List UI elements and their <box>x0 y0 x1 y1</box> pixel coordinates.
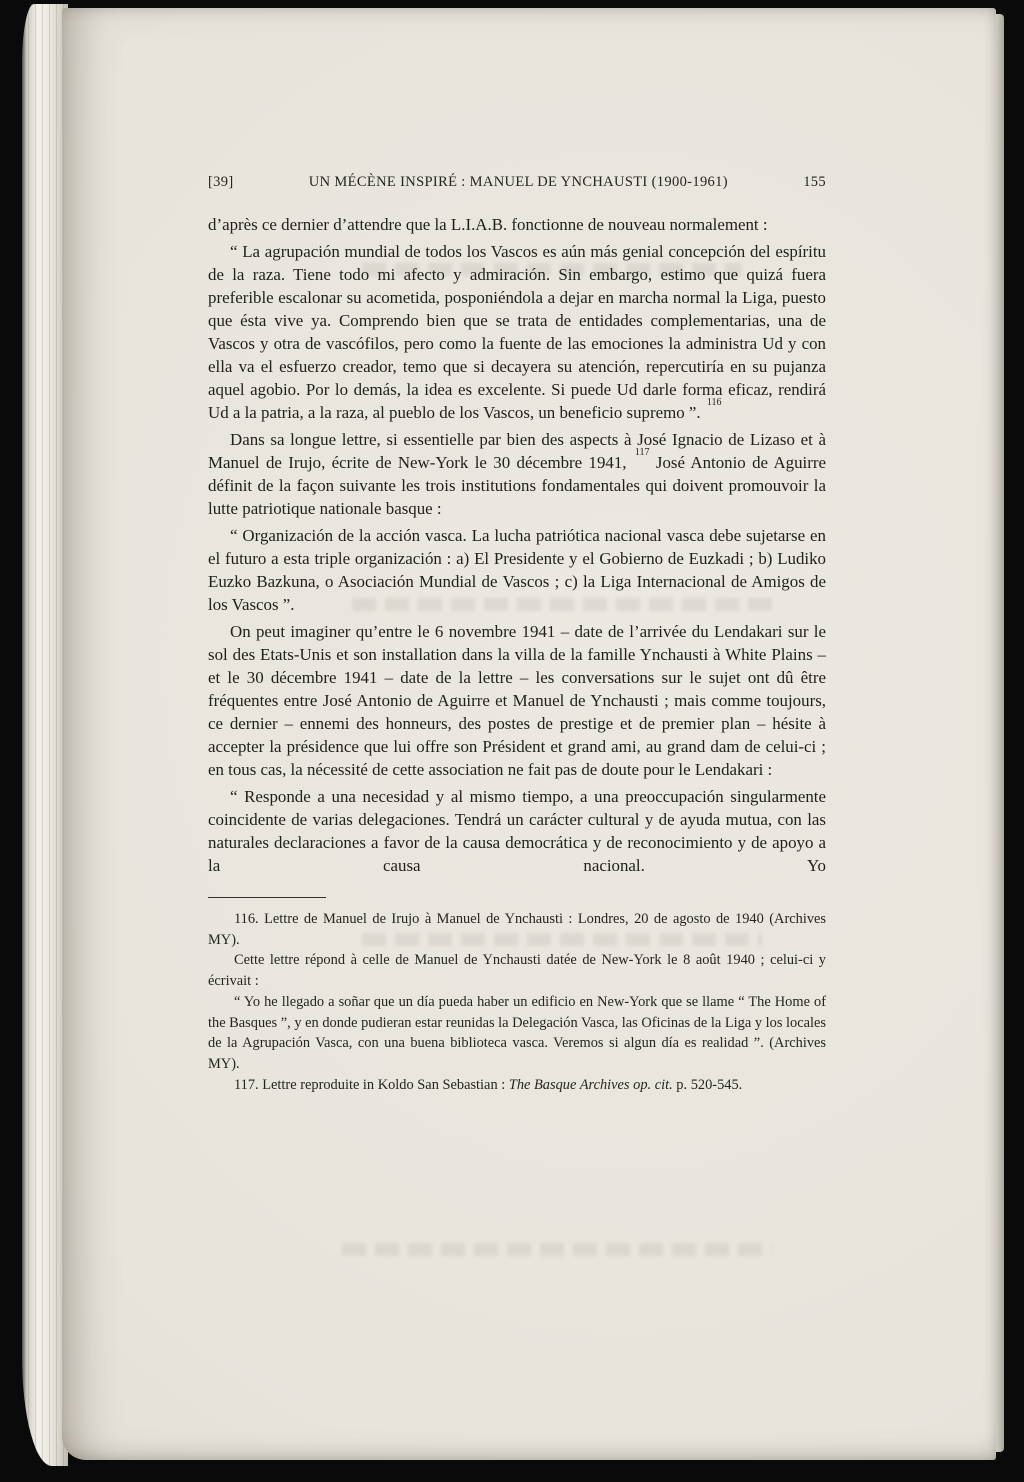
paragraph-dans-sa-longue-lettre <box>208 428 826 520</box>
footnote-117-italic-title: The Basque Archives op. cit. <box>508 1076 673 1093</box>
paragraph-text: “ Organización de la acción vasca. La lucha patriótica nacional vasca debe sujetarse en el futuro a esta triple organización : a) El Presidente y el Gobierno de Euzkadi ; b) Ludiko Euzko Bazkuna, o Asociación Mundial de Vascos ; c) la Liga Internacional de Amigos de los Vascos ”. <box>208 526 826 614</box>
page-header <box>208 174 826 191</box>
article-bracket-number: [39] <box>208 174 234 190</box>
quote-paragraph-organizacion <box>208 524 826 616</box>
paragraph-text: José Antonio de Aguirre définit de la façon suivante les trois institutions fondamentales qui doivent promouvoir la lutte patriotique nationale basque : <box>208 453 826 518</box>
footnote-marker-116: 116 <box>706 397 722 409</box>
footnote-marker-117: 117 <box>634 447 650 459</box>
footnote-text: p. 520-545. <box>672 1076 743 1093</box>
footnote-117 <box>208 1075 826 1096</box>
footnotes-section <box>208 897 826 1095</box>
paragraph-continuation <box>208 213 826 236</box>
paragraph-text: “ Responde a una necesidad y al mismo tiempo, a una preoccupación singularmente coincidente de varias delegaciones. Tendrá un carácter cultural y de ayuda mutua, con las naturales declaraciones a favor de la causa democrática y de reconocimiento y de apoyo a la causa nacional. Yo <box>208 787 826 875</box>
paragraph-text: “ La agrupación mundial de todos los Vascos es aún más genial concepción del espíritu de la raza. Tiene todo mi afecto y admiración. Sin embargo, estimo que quizá fuera preferible escalonar su acometida, posponiéndola a dejar en marcha normal la Liga, puesto que ésta vive ya. Comprendo bien que se trata de entidades complementarias, una de Vascos y otra de vascófilos, pero como la fuente de las emociones la administra Ud y con ella va el esfuerzo creador, temo que si decayera su atención, repercutiría en su pujanza aquel agobio. Por lo demás, la idea es excelente. Si puede Ud darle forma eficaz, rendirá Ud a la patria, a la raza, al pueblo de los Vascos, un beneficio supremo ”. <box>208 242 826 422</box>
quote-paragraph-agrupacion <box>208 240 826 424</box>
quote-paragraph-responde <box>208 785 826 877</box>
paragraph-text: On peut imaginer qu’entre le 6 novembre 1941 – date de l’arrivée du Lendakari sur le sol des Etats-Unis et son installation dans la villa de la famille Ynchausti à White Plains – et le 30 décembre 1941 – date de la lettre – les conversations sur le sujet ont dû être fréquentes entre José Antonio de Aguirre et Manuel de Ynchausti ; mais comme toujours, ce dernier – ennemi des honneurs, des postes de prestige et de premier plan – hésite à accepter la présidence que lui offre son Président et grand ami, au grand dam de celui-ci ; en tous cas, la nécessité de cette association ne fait pas de doute pour le Lendakari : <box>208 622 826 779</box>
running-title: UN MÉCÈNE INSPIRÉ : MANUEL DE YNCHAUSTI (1900-1961) <box>308 174 728 190</box>
page-number: 155 <box>803 174 826 190</box>
footnote-116-reply-intro: Cette lettre répond à celle de Manuel de Ynchausti datée de New-York le 8 août 1940 ; celui-ci y écrivait : <box>208 952 826 990</box>
paragraph-text: d’après ce dernier d’attendre que la L.I.A.B. fonctionne de nouveau normalement : <box>208 215 768 234</box>
page-content <box>208 174 826 1095</box>
book-page <box>62 8 996 1460</box>
footnote-116-quote: “ Yo he llegado a soñar que un día pueda haber un edificio en New-York que se llame “ The Home of the Basques ”, y en donde pudieran estar reunidas la Delegación Vasca, las Oficinas de la Liga y los locales de la Agrupación Vasca, con una buena biblioteca vasca. Veremos si algun día es realidad ”. (Archives MY). <box>208 993 826 1072</box>
footnote-text: 117. Lettre reproduite in Koldo San Sebastian : <box>234 1076 509 1093</box>
paragraph-on-peut-imaginer <box>208 620 826 781</box>
body-text <box>208 213 826 877</box>
paragraph-text: Dans sa longue lettre, si essentielle par bien des aspects à José Ignacio de Lizaso et à Manuel de Irujo, écrite de New-York le 30 décembre 1941, <box>208 430 826 472</box>
footnote-separator-rule <box>208 897 326 898</box>
show-through-artifact <box>342 1243 772 1256</box>
footnote-116: 116. Lettre de Manuel de Irujo à Manuel de Ynchausti : Londres, 20 de agosto de 1940 (Archives MY). <box>208 911 826 948</box>
